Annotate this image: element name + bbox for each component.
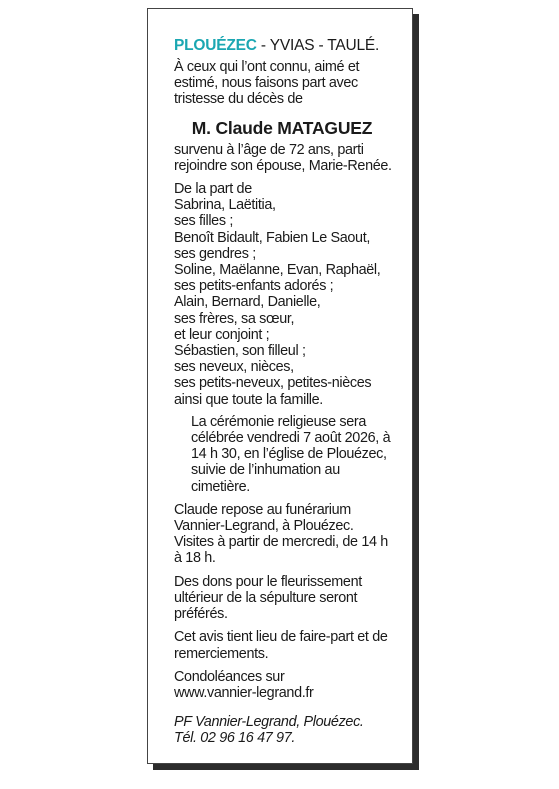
funerarium-line: Visites à partir de mercredi, de 14 h <box>174 534 388 551</box>
funerarium-line: à 18 h. <box>174 550 216 567</box>
ceremony-line: 14 h 30, en l’église de Plouézec, <box>191 446 387 463</box>
intro-line: estimé, nous faisons part avec <box>174 75 358 92</box>
intro-line: tristesse du décès de <box>174 91 303 108</box>
funerarium-paragraph <box>174 502 404 567</box>
family-line: Soline, Maëlanne, Evan, Raphaël, <box>174 262 381 279</box>
condolences-label: Condoléances sur <box>174 668 285 685</box>
family-line: Benoît Bidault, Fabien Le Saout, <box>174 229 371 246</box>
family-line: ses petits-enfants adorés ; <box>174 278 334 295</box>
obituary-notice <box>147 8 413 764</box>
family-line: Alain, Bernard, Danielle, <box>174 294 321 311</box>
family-line: ses frères, sa sœur, <box>174 310 295 327</box>
deceased-name: M. Claude MATAGUEZ <box>191 117 373 138</box>
ceremony-line: cimetière. <box>191 478 250 495</box>
notice-line: Cet avis tient lieu de faire-part et de <box>174 629 388 646</box>
funeral-home-phone: Tél. 02 96 16 47 97. <box>174 730 296 747</box>
funerarium-line: Vannier-Legrand, à Plouézec. <box>174 518 354 535</box>
intro-line: À ceux qui l’ont connu, aimé et <box>174 59 360 75</box>
family-line: Sabrina, Laëtitia, <box>174 197 276 214</box>
age-line: rejoindre son épouse, Marie-Renée. <box>174 157 392 174</box>
header-locations <box>174 36 404 56</box>
donations-line: préférés. <box>174 606 228 623</box>
ceremony-line: célébrée vendredi 7 août 2026, à <box>191 430 391 447</box>
condolences-website: www.vannier-legrand.fr <box>174 684 314 701</box>
family-line: ainsi que toute la famille. <box>174 391 323 408</box>
header-other-towns: - YVIAS - TAULÉ. <box>256 37 380 54</box>
family-line: et leur conjoint ; <box>174 326 270 343</box>
family-line: ses petits-neveux, petites-nièces <box>174 375 372 392</box>
intro-paragraph <box>174 59 404 108</box>
donations-line: Des dons pour le fleurissement <box>174 573 362 590</box>
family-line: Sébastien, son filleul ; <box>174 343 306 360</box>
funeral-home-name: PF Vannier-Legrand, Plouézec. <box>174 714 364 731</box>
ceremony-line: suivie de l’inhumation au <box>191 462 340 479</box>
age-paragraph <box>174 142 404 174</box>
notice-paragraph <box>174 629 404 661</box>
condolences-paragraph <box>174 669 404 701</box>
family-line: ses gendres ; <box>174 245 256 262</box>
family-line: ses filles ; <box>174 213 233 230</box>
family-line: De la part de <box>174 181 252 198</box>
age-line: survenu à l’âge de 72 ans, parti <box>174 141 364 158</box>
family-paragraph <box>174 181 404 408</box>
ceremony-line: La cérémonie religieuse sera <box>191 413 366 430</box>
family-line: ses neveux, nièces, <box>174 359 294 376</box>
donations-line: ultérieur de la sépulture seront <box>174 589 358 606</box>
funerarium-line: Claude repose au funérarium <box>174 501 351 518</box>
ceremony-paragraph <box>174 414 404 495</box>
notice-line: remerciements. <box>174 645 269 662</box>
funeral-home-signature <box>174 714 404 746</box>
donations-paragraph <box>174 574 404 623</box>
header-town: PLOUÉZEC <box>174 37 257 54</box>
